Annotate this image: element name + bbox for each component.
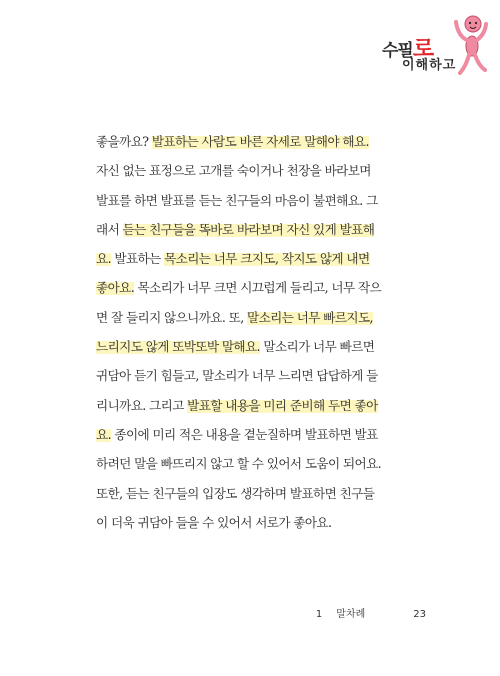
text-line xyxy=(96,273,410,302)
series-logo xyxy=(382,10,492,80)
highlighted-text: 느리지도 않게 또박또박 말해요. xyxy=(96,339,260,355)
text-line xyxy=(96,186,410,215)
highlighted-text: 발표하는 사람도 바른 자세로 말해야 해요. xyxy=(151,134,369,149)
text-segment: 이 더욱 귀담아 들을 수 있어서 서로가 좋아요. xyxy=(96,514,332,530)
text-segment: 리니까요. 그리고 xyxy=(96,397,188,413)
highlighted-text: 듣는 친구들을 똑바로 바라보며 자신 있게 발표해 xyxy=(122,221,375,237)
text-segment: 하려던 말을 빠뜨리지 않고 할 수 있어서 도움이 되어요. xyxy=(96,456,382,472)
text-line xyxy=(96,508,410,537)
text-segment: 귀담아 듣기 힘들고, 말소리가 너무 느리면 답답하게 들 xyxy=(96,368,378,384)
body-paragraph xyxy=(96,127,410,537)
highlighted-text: 요. xyxy=(96,426,111,442)
text-segment: 발표를 하면 발표를 듣는 친구들의 마음이 불편해요. 그 xyxy=(96,192,378,208)
text-line xyxy=(96,361,410,390)
text-segment: 자신 없는 표정으로 고개를 숙이거나 천장을 바라보며 xyxy=(96,163,371,179)
highlighted-text: 좋아요. xyxy=(96,280,135,296)
chapter-number: 1 xyxy=(315,609,323,620)
text-line xyxy=(96,420,410,449)
text-segment: 면 잘 들리지 않으니까요. 또, xyxy=(96,309,248,325)
running-figure-icon xyxy=(452,10,492,80)
text-segment: 말소리가 너무 빠르면 xyxy=(259,339,375,355)
text-line xyxy=(96,479,410,508)
text-segment: 좋을까요? xyxy=(96,134,152,149)
page-footer xyxy=(316,605,426,620)
text-segment: 발표하는 xyxy=(110,251,165,267)
text-segment: 래서 xyxy=(96,221,123,237)
logo-title-line2: 이해하고 xyxy=(402,58,457,73)
text-line xyxy=(96,156,410,185)
text-segment: 또한, 듣는 친구들의 입장도 생각하며 발표하면 친구들 xyxy=(96,485,375,501)
highlighted-text: 목소리는 너무 크지도, 작지도 않게 내면 xyxy=(164,251,370,267)
highlighted-text: 말소리는 너무 빠르지도, xyxy=(247,309,373,325)
page-number: 23 xyxy=(413,609,426,620)
highlighted-text: 요. xyxy=(96,251,111,267)
text-segment: 목소리가 너무 크면 시끄럽게 들리고, 너무 작으 xyxy=(134,280,382,296)
text-line xyxy=(96,215,410,244)
text-line xyxy=(96,127,410,156)
text-line xyxy=(96,303,410,332)
logo-text-essay: 수필 xyxy=(382,41,413,61)
text-line xyxy=(96,244,410,273)
text-line xyxy=(96,332,410,361)
text-line xyxy=(96,449,410,478)
logo-text-accent: 로 xyxy=(412,37,434,62)
chapter-title: 말차례 xyxy=(336,609,366,620)
text-line xyxy=(96,391,410,420)
highlighted-text: 발표할 내용을 미리 준비해 두면 좋아 xyxy=(187,397,378,413)
text-segment: 종이에 미리 적은 내용을 곁눈질하며 발표하면 발표 xyxy=(110,426,378,442)
